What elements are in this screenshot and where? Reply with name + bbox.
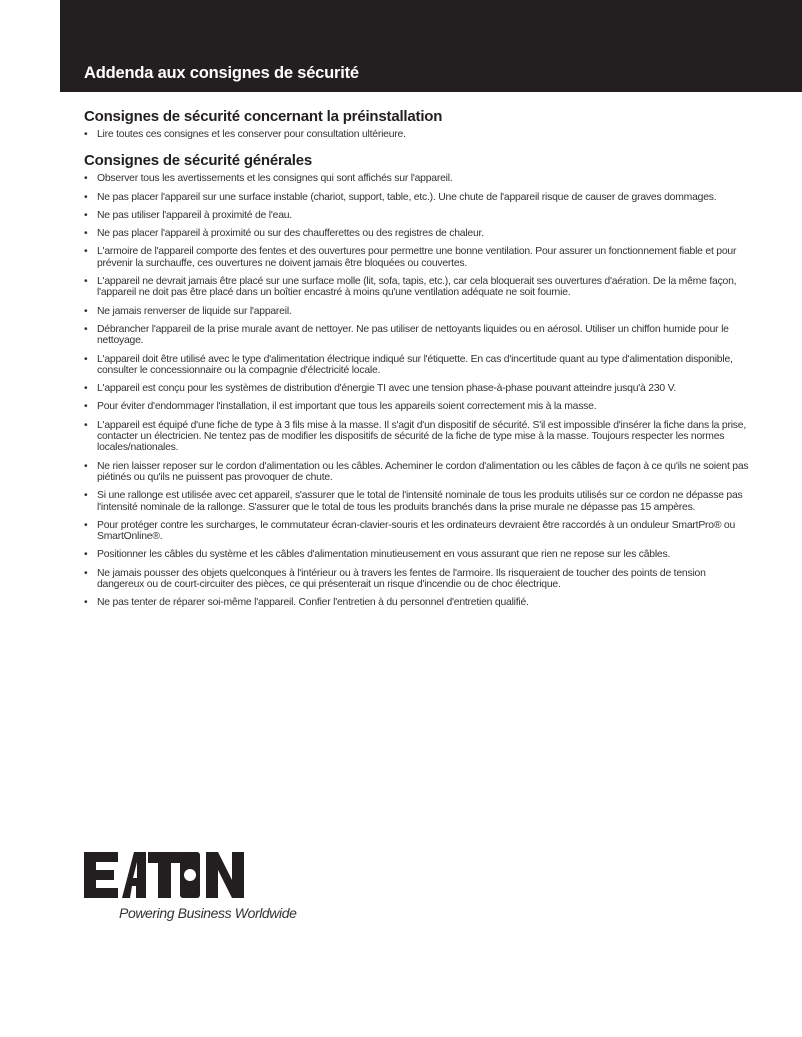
bullet-icon: • — [84, 567, 88, 579]
list-item — [84, 354, 754, 377]
list-item-text: Ne jamais renverser de liquide sur l'appareil. — [97, 305, 292, 317]
list-item-text: Ne rien laisser reposer sur le cordon d'alimentation ou les câbles. Acheminer le cordon d'alimentation ou les câbles de façon à ce qu'ils ne soient pas piétinés ou qu'ils ne puissent pas provoquer de chute. — [97, 460, 749, 483]
section-heading-general: Consignes de sécurité générales — [84, 152, 313, 170]
bullet-icon: • — [84, 305, 88, 317]
list-item — [84, 324, 754, 347]
list-item — [84, 173, 754, 184]
list-item — [84, 597, 754, 608]
bullet-icon: • — [84, 460, 88, 472]
bullet-icon: • — [84, 276, 88, 288]
list-item-text: L'appareil ne devrait jamais être placé sur une surface molle (lit, sofa, tapis, etc.), car cela bloquerait ses ouvertures d'aération. De la même façon, l'appareil ne doit pas être placé dans un boîtier encastré à moins qu'une ventilation adéquate ne soit fournie. — [97, 276, 737, 299]
list-item — [84, 461, 754, 484]
list-item-text: Ne jamais pousser des objets quelconques à l'intérieur ou à travers les fentes de l'armoire. Ils risqueraient de toucher des points de tension dangereux ou de court-circuiter des pièces, ce qui présenterait un risque d'incendie ou de choc électrique. — [97, 567, 706, 591]
list-item-text: Pour protéger contre les surcharges, le commutateur écran-clavier-souris et les ordinateurs devraient être raccordés à un onduleur SmartPro® ou SmartOnline®. — [97, 519, 736, 543]
logo-tagline: Powering Business Worldwide — [119, 905, 297, 921]
list-item — [84, 383, 754, 394]
bullet-icon: • — [84, 419, 88, 431]
bullet-icon: • — [84, 490, 88, 502]
bullet-icon: • — [84, 209, 88, 221]
bullet-icon: • — [84, 383, 88, 395]
list-item-text: Observer tous les avertissements et les consignes qui sont affichés sur l'appareil. — [97, 173, 453, 185]
bullet-icon: • — [84, 173, 88, 185]
header-banner — [60, 0, 802, 92]
list-item-text: L'armoire de l'appareil comporte des fentes et des ouvertures pour permettre une bonne ventilation. Pour assurer un fonctionnement fiable et pour prévenir la surchauffe, ces ouvertures ne doivent jamais être bloquées ou couvertes. — [97, 246, 737, 269]
eaton-logo — [84, 852, 246, 903]
bullet-icon: • — [84, 401, 88, 413]
list-item-text: L'appareil est conçu pour les systèmes de distribution d'énergie TI avec une tension phase-à-phase pouvant atteindre jusqu'à 230 V. — [97, 383, 677, 395]
list-item-text: Débrancher l'appareil de la prise murale avant de nettoyer. Ne pas utiliser de nettoyants liquides ou en aérosol. Utiliser un chiffon humide pour le nettoyage. — [97, 323, 729, 347]
list-item-text: Ne pas placer l'appareil sur une surface instable (chariot, support, table, etc.). Une chute de l'appareil risque de causer de graves dommages. — [97, 191, 717, 203]
list-item — [84, 306, 754, 317]
list-item-text: Pour éviter d'endommager l'installation, il est important que tous les appareils soient correctement mis à la masse. — [97, 401, 597, 413]
list-item — [84, 192, 754, 203]
list-item — [84, 420, 754, 454]
list-item-text: Ne pas tenter de réparer soi-même l'appareil. Confier l'entretien à du personnel d'entretien qualifié. — [97, 597, 529, 609]
list-item-text: Ne pas placer l'appareil à proximité ou sur des chaufferettes ou des registres de chaleur. — [97, 228, 484, 240]
bullet-icon: • — [84, 549, 88, 561]
bullet-icon: • — [84, 597, 88, 609]
document-body — [84, 108, 754, 616]
bullet-icon: • — [84, 323, 88, 335]
bullet-icon: • — [84, 353, 88, 365]
list-item — [84, 276, 754, 299]
list-item — [84, 210, 754, 221]
general-safety-list — [84, 173, 754, 608]
list-item-text: Si une rallonge est utilisée avec cet appareil, s'assurer que le total de l'intensité nominale de tous les produits utilisés sur ce cordon ne dépasse pas l'intensité nominale de la rallonge. S'assurer que le total de tous les produits branchés dans la prise murale ne dépasse pas 15 ampères. — [97, 490, 743, 513]
list-item — [84, 568, 754, 591]
list-item — [84, 129, 754, 140]
list-item — [84, 520, 754, 543]
bullet-icon: • — [84, 519, 88, 531]
list-item — [84, 228, 754, 239]
section-heading-preinstallation: Consignes de sécurité concernant la préinstallation — [84, 108, 443, 125]
eaton-logo-mark — [84, 852, 246, 898]
bullet-icon: • — [84, 129, 88, 140]
list-item — [84, 401, 754, 412]
list-item — [84, 490, 754, 513]
bullet-icon: • — [84, 228, 88, 240]
list-item-text: Lire toutes ces consignes et les conserver pour consultation ultérieure. — [97, 129, 406, 140]
bullet-icon: • — [84, 246, 88, 258]
list-item — [84, 549, 754, 560]
list-item-text: Positionner les câbles du système et les câbles d'alimentation minutieusement en vous assurant que rien ne repose sur les câbles. — [97, 549, 671, 561]
bullet-icon: • — [84, 191, 88, 203]
page-title: Addenda aux consignes de sécurité — [84, 64, 359, 82]
list-item-text: L'appareil est équipé d'une fiche de type à 3 fils mise à la masse. Il s'agit d'un dispositif de sécurité. S'il est impossible d'insérer la fiche dans la prise, contacter un électricien. Ne tentez pas de modifier les dispositifs de sécurité de la fiche de type mise à la masse. Toujours respecter les normes locales/nationales. — [97, 419, 746, 454]
list-item-text: Ne pas utiliser l'appareil à proximité de l'eau. — [97, 209, 292, 221]
preinstallation-list — [84, 129, 754, 140]
list-item-text: L'appareil doit être utilisé avec le type d'alimentation électrique indiqué sur l'étiquette. En cas d'incertitude quant au type d'alimentation disponible, consulter le concessionnaire ou la compagnie d'électricité locale. — [97, 353, 733, 376]
list-item — [84, 246, 754, 269]
